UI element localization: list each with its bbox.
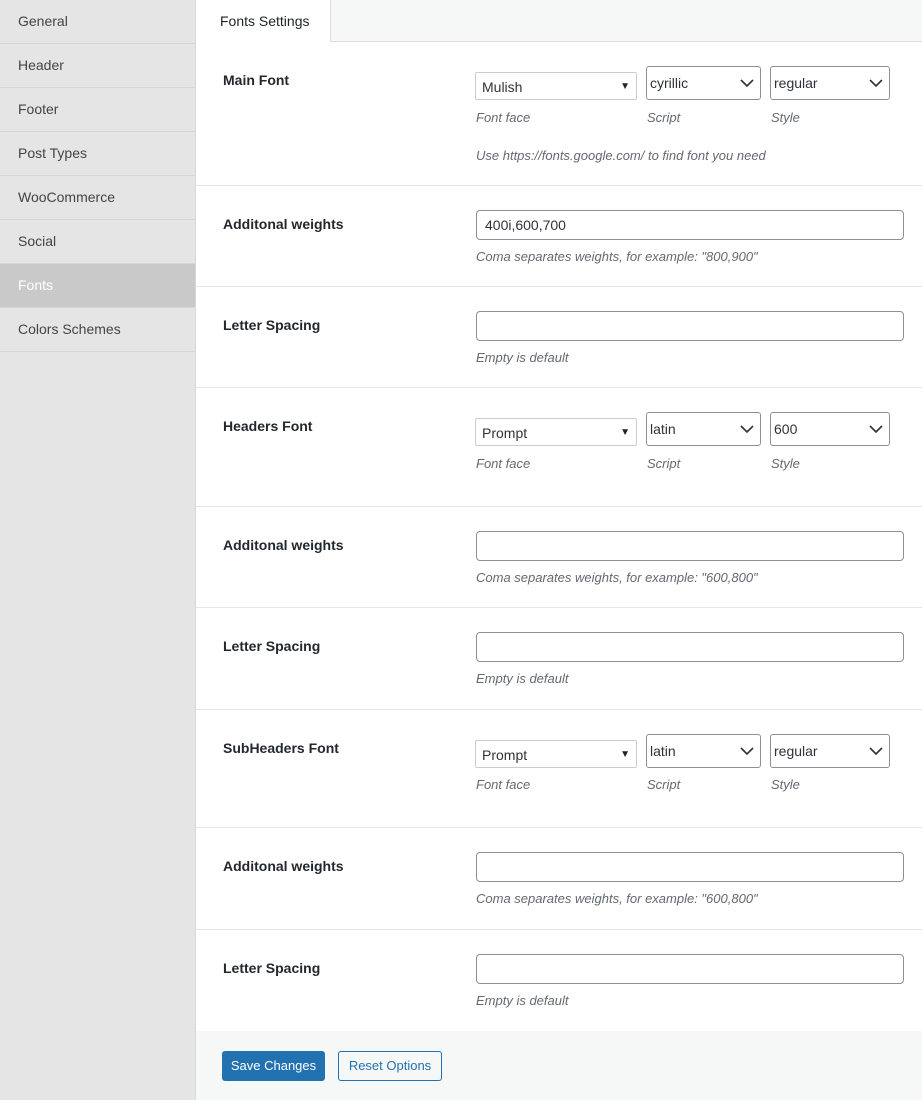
headers-font-script-value: latin [650,421,676,437]
subheaders-spacing-label: Letter Spacing [223,960,321,976]
main-font-face-select[interactable] [475,72,637,100]
chevron-down-icon [869,746,883,756]
headers-weights-label: Additonal weights [223,537,344,553]
subheaders-weights-hint: Coma separates weights, for example: "600,800" [476,891,758,906]
main-font-row [196,42,922,186]
main-spacing-input[interactable] [476,311,904,341]
subheaders-weights-row [196,828,922,930]
form-actions [196,1031,922,1100]
chevron-down-icon [740,78,754,88]
main-spacing-hint: Empty is default [476,350,569,365]
reset-options-button[interactable]: Reset Options [338,1051,442,1081]
headers-spacing-hint: Empty is default [476,671,569,686]
headers-font-face-select[interactable] [475,418,637,446]
main-spacing-row [196,287,922,388]
subheaders-weights-label: Additonal weights [223,858,344,874]
subheaders-font-style-select[interactable] [770,734,890,768]
subheaders-font-face-select[interactable] [475,740,637,768]
headers-font-label: Headers Font [223,418,313,434]
subheaders-spacing-row [196,930,922,1031]
chevron-down-icon [740,424,754,434]
chevron-down-icon [740,746,754,756]
google-fonts-hint: Use https://fonts.google.com/ to find font you need [476,148,766,163]
main-weights-hint: Coma separates weights, for example: "800,900" [476,249,758,264]
subheaders-spacing-hint: Empty is default [476,993,569,1008]
sidebar-item-fonts[interactable]: Fonts [0,264,195,308]
sidebar-item-colors-schemes[interactable]: Colors Schemes [0,308,195,352]
main-spacing-label: Letter Spacing [223,317,321,333]
subheaders-font-script-value: latin [650,743,676,759]
main-font-style-value: regular [774,75,818,91]
dropdown-caret-icon: ▼ [620,749,630,760]
main-font-style-select[interactable] [770,66,890,100]
headers-weights-row [196,507,922,608]
font-face-caption: Font face [476,777,531,792]
style-caption: Style [771,777,800,792]
main-weights-input[interactable] [476,210,904,240]
headers-font-style-select[interactable] [770,412,890,446]
subheaders-font-row [196,710,922,828]
headers-weights-input[interactable] [476,531,904,561]
subheaders-spacing-input[interactable] [476,954,904,984]
style-caption: Style [771,456,800,471]
main-font-script-select[interactable] [646,66,761,100]
font-face-caption: Font face [476,110,531,125]
sidebar-item-footer[interactable]: Footer [0,88,195,132]
style-caption: Style [771,110,800,125]
main-weights-row [196,186,922,287]
script-caption: Script [647,456,681,471]
script-caption: Script [647,777,681,792]
subheaders-font-script-select[interactable] [646,734,761,768]
sidebar-item-post-types[interactable]: Post Types [0,132,195,176]
settings-panel [196,0,922,1100]
headers-spacing-label: Letter Spacing [223,638,321,654]
script-caption: Script [647,110,681,125]
main-weights-label: Additonal weights [223,216,344,232]
sidebar-item-general[interactable]: General [0,0,195,44]
sidebar-item-woocommerce[interactable]: WooCommerce [0,176,195,220]
main-font-face-value: Mulish [482,79,523,95]
headers-weights-hint: Coma separates weights, for example: "600,800" [476,570,758,585]
sidebar-item-social[interactable]: Social [0,220,195,264]
main-font-script-value: cyrillic [650,75,689,91]
subheaders-font-style-value: regular [774,743,818,759]
main-font-label: Main Font [223,72,290,88]
headers-font-script-select[interactable] [646,412,761,446]
headers-font-style-value: 600 [774,421,798,437]
tab-fonts-settings[interactable]: Fonts Settings [196,0,331,42]
headers-font-face-value: Prompt [482,425,528,441]
subheaders-weights-input[interactable] [476,852,904,882]
font-face-caption: Font face [476,456,531,471]
chevron-down-icon [869,78,883,88]
chevron-down-icon [869,424,883,434]
settings-sidebar [0,0,196,1100]
subheaders-font-label: SubHeaders Font [223,740,339,756]
dropdown-caret-icon: ▼ [620,81,630,92]
subheaders-font-face-value: Prompt [482,747,528,763]
save-changes-button[interactable]: Save Changes [222,1051,325,1081]
headers-spacing-input[interactable] [476,632,904,662]
headers-spacing-row [196,608,922,710]
headers-font-row [196,388,922,507]
sidebar-item-header[interactable]: Header [0,44,195,88]
dropdown-caret-icon: ▼ [620,427,630,438]
tab-bar [196,0,922,42]
